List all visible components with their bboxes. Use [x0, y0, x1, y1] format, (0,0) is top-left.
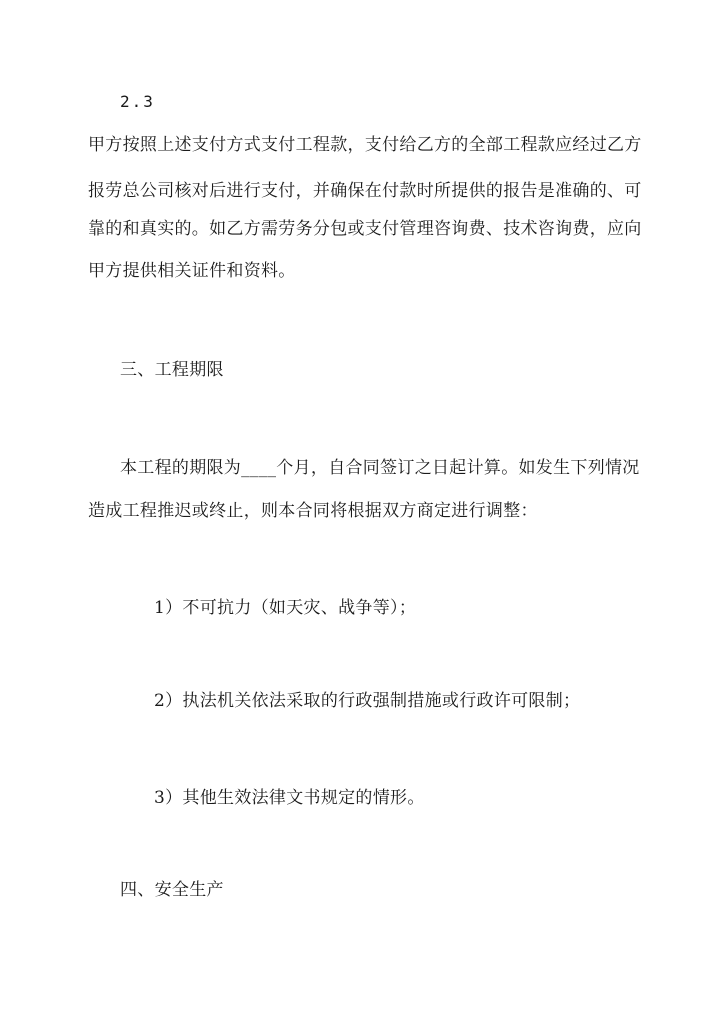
- paragraph-line: 甲方按照上述支付方式支付工程款，支付给乙方的全部工程款应经过乙方: [88, 135, 642, 155]
- list-item: 3）其他生效法律文书规定的情形。: [154, 788, 425, 808]
- paragraph-line: 报劳总公司核对后进行支付，并确保在付款时所提供的报告是准确的、可: [88, 181, 642, 201]
- list-item: 1）不可抗力（如天灾、战争等）；: [154, 598, 417, 618]
- paragraph-line: 靠的和真实的。如乙方需劳务分包或支付管理咨询费、技术咨询费，应向: [88, 219, 642, 239]
- list-item: 2）执法机关依法采取的行政强制措施或行政许可限制；: [154, 691, 581, 711]
- paragraph-line: 本工程的期限为____个月，自合同签订之日起计算。如发生下列情况: [120, 458, 640, 478]
- section-heading: 四、安全生产: [120, 880, 224, 900]
- section-number: 2.3: [120, 92, 155, 111]
- paragraph-line: 甲方提供相关证件和资料。: [88, 261, 296, 281]
- paragraph-line: 造成工程推迟或终止，则本合同将根据双方商定进行调整：: [88, 501, 538, 521]
- section-heading: 三、工程期限: [120, 360, 224, 380]
